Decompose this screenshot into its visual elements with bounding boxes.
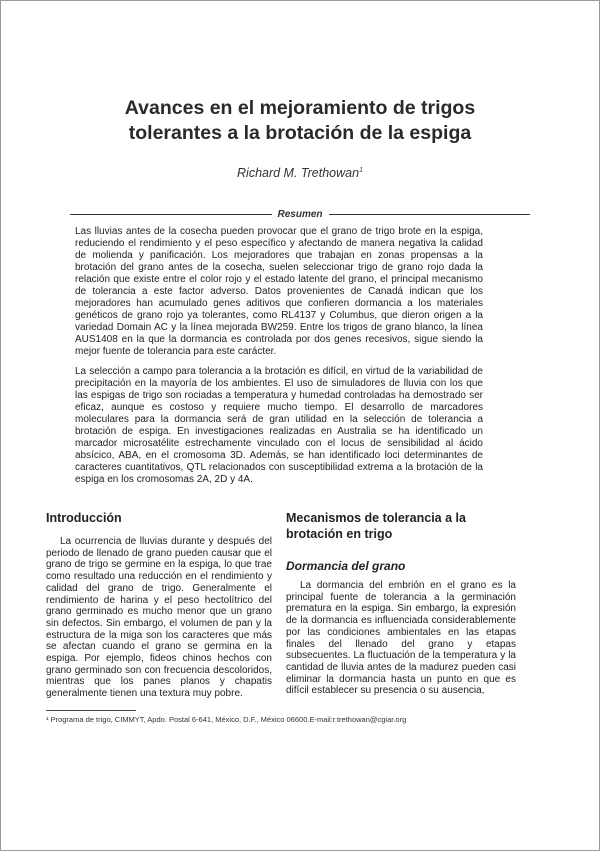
divider-line-right xyxy=(329,214,531,215)
author-line xyxy=(0,166,600,180)
resumen-divider xyxy=(70,207,530,221)
footnote: ¹ Programa de trigo, CIMMYT, Apdo. Postal 6-641, México, D.F., México 06600.E-mail:r.trethowan@cgiar.org xyxy=(46,715,407,724)
dormancy-subheading: Dormancia del grano xyxy=(286,559,406,573)
left-column xyxy=(46,510,272,700)
author-name: Richard M. Trethowan xyxy=(237,166,360,180)
intro-paragraph: La ocurrencia de lluvias durante y después del periodo de llenado de grano pueden causar que el grano de trigo se germine en la espiga, lo que trae como resultado una reducción en el rendimiento y calidad del grano de trigo. Generalmente el rendimiento de harina y el peso hectolítrico del grano germinado es mucho menor que un grano sin defectos. Sin embargo, el volumen de pan y la estructura de la miga son los caracteres que más se afectan cuando el grano se germina en la espiga. Por ejemplo, fideos chinos hechos con grano germinado son con frecuencia descoloridos, mientras que los panes planos y chapatis generalmente tienen una textura muy pobre. xyxy=(46,536,272,700)
article-title xyxy=(20,96,580,146)
intro-heading: Introducción xyxy=(46,511,122,525)
right-column xyxy=(286,510,516,697)
dormancy-paragraph: La dormancia del embrión en el grano es la principal fuente de tolerancia a la germinación prematura en la espiga. Sin embargo, la expresión de la dormancia es influenciada considerablemente por las condiciones ambientales en las etapas finales del llenado del grano y etapas subsecuentes. La fluctuación de la temperatura y la cantidad de lluvia antes de la madurez pueden casi eliminar la dormancia hasta un punto en que es difícil establecer su presencia o su ausencia, xyxy=(286,580,516,697)
mechanisms-heading: Mecanismos de tolerancia a la brotación en trigo xyxy=(286,511,466,541)
title-line-2: tolerantes a la brotación de la espiga xyxy=(128,122,472,144)
abstract-paragraph-1: Las lluvias antes de la cosecha pueden provocar que el grano de trigo brote en la espiga, reduciendo el rendimiento y el peso específico y afectando de manera negativa la calidad de molienda y panificación. Los mejoradores que trabajan en zonas propensas a la brotación del grano antes de la cosecha, suelen seleccionar trigo de grano rojo dada la relación que existe entre el color rojo y el estado latente del grano, el principal mecanismo de tolerancia a este factor adverso. Datos provenientes de Canadá indican que los mejoradores han acumulado genes aditivos que confieren dormancia a los materiales genéticos de grano rojo ya tolerantes, como RL4137 y Columbus, que dieron origen a la variedad Domain AC y la línea mejorada BW259. Entre los trigos de grano blanco, la línea AUS1408 en la que la dormancia es controlada por dos genes recesivos, sigue siendo la mejor fuente de tolerancia para este carácter. xyxy=(75,226,483,358)
resumen-label: Resumen xyxy=(277,208,323,220)
footnote-rule xyxy=(46,710,136,711)
title-line-1: Avances en el mejoramiento de trigos xyxy=(124,97,476,119)
divider-line-left xyxy=(70,214,272,215)
author-footnote-marker: 1 xyxy=(359,166,363,174)
abstract xyxy=(75,226,483,493)
abstract-paragraph-2: La selección a campo para tolerancia a la brotación es difícil, en virtud de la variabilidad de precipitación en la mayoría de los ambientes. El uso de simuladores de lluvia con los que las espigas de trigo son rociadas a temperatura y humedad controladas ha demostrado ser eficaz, aunque es costoso y requiere mucho tiempo. El desarrollo de marcadores moleculares para la dormancia será de gran utilidad en la selección de tolerancia a brotación de espiga. En investigaciones realizadas en Australia se ha identificado un marcador microsatélite estrechamente vinculado con el locus de sensibilidad al ácido absícico, ABA, en el cromosoma 3D. Además, se han identificado loci determinantes de caracteres cuantitativos, QTL relacionados con susceptibilidad extrema a la brotación de la espiga en los cromosomas 2A, 2D y 4A. xyxy=(75,365,483,485)
